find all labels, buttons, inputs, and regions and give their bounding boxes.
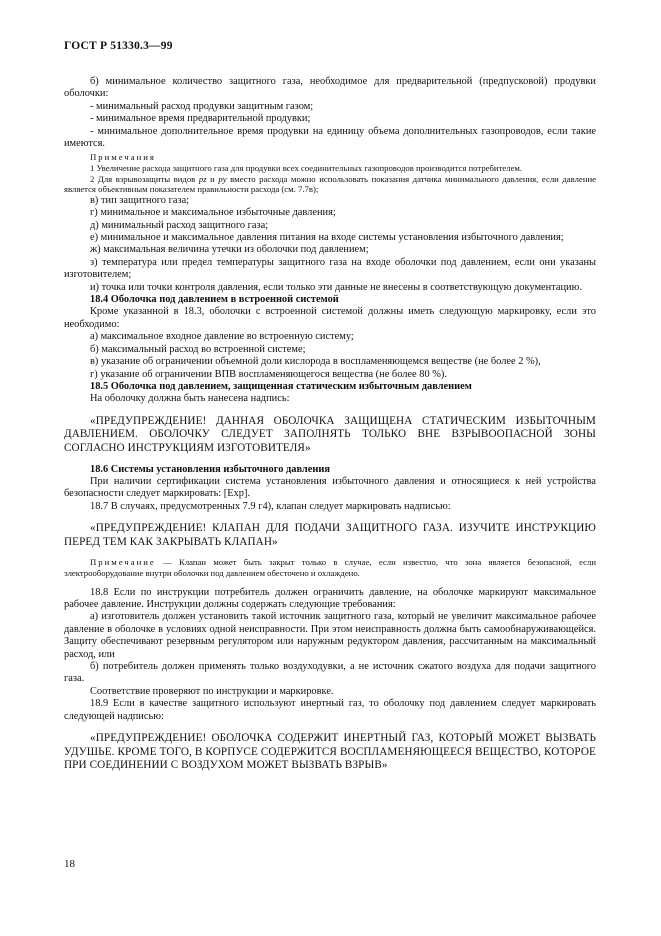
document-page xyxy=(64,40,596,781)
list-item-i: и) точка или точки контроля давления, если только эти данные не внесены в соответствующую документацию. xyxy=(90,281,582,293)
page-number: 18 xyxy=(64,858,75,870)
paragraph-b-intro: б) минимальное количество защитного газа, необходимое для предварительной (предпусковой) продувки оболочки: xyxy=(64,76,596,100)
notes-title: Примечания xyxy=(90,152,156,163)
section-18-4-item-g: г) указание об ограничении ВПВ воспламеняющегося вещества (не более 80 %). xyxy=(90,368,447,380)
note-2-part-c: вместо расхода можно использовать показания датчика минимального давления, если давление является объективным показателем правильности расхода (см. 7.7в); xyxy=(64,173,596,195)
list-item-zh: ж) максимальная величина утечки из оболочки под давлением; xyxy=(90,244,369,256)
note-1: 1 Увеличение расхода защитного газа для продувки всех соединительных газопроводов производится потребителем. xyxy=(90,163,523,174)
section-18-7-warning: «ПРЕДУПРЕЖДЕНИЕ! КЛАПАН ДЛЯ ПОДАЧИ ЗАЩИТНОГО ГАЗА. ИЗУЧИТЕ ИНСТРУКЦИЮ ПЕРЕД ТЕМ КАК ЗАКРЫВАТЬ КЛАПАН» xyxy=(64,522,596,548)
section-18-4-heading: 18.4 Оболочка под давлением в встроенной системой xyxy=(90,294,339,306)
note-3-title: Примечание xyxy=(90,557,156,568)
section-18-8-item-a: а) изготовитель должен установить такой источник защитного газа, который не увеличит максимальное рабочее давление в оболочке в условиях одной неисправности. При этом неисправность должна быть самообнаруживающейся. Защиту обеспечивают резервным регулятором или наружным редуктором давления, рассчитанным на максимальный расход, или xyxy=(64,611,596,660)
section-18-8-item-b: б) потребитель должен применять только воздуходувки, а не источник сжатого воздуха для подачи защитного газа. xyxy=(64,660,596,685)
section-18-4-text: Кроме указанной в 18.3, оболочки с встроенной системой должны иметь следующую маркировку, если это необходимо: xyxy=(64,306,596,330)
list-item-g: г) минимальное и максимальное избыточные давления; xyxy=(90,207,336,219)
section-18-4-item-v: в) указание об ограничении объемной доли кислорода в воспламеняющемся веществе (не более 2 %), xyxy=(90,356,541,368)
page-header: ГОСТ Р 51330.3—99 xyxy=(64,40,173,52)
section-18-9-warning: «ПРЕДУПРЕЖДЕНИЕ! ОБОЛОЧКА СОДЕРЖИТ ИНЕРТНЫЙ ГАЗ, КОТОРЫЙ МОЖЕТ ВЫЗВАТЬ УДУШЬЕ. КРОМЕ ТОГО, В КОРПУСЕ СОДЕРЖИТСЯ ВОСПЛАМЕНЯЮЩЕЕСЯ ВЕЩЕСТВО, КОТОРОЕ ПРИ СОЕДИНЕНИИ С ВОЗДУХОМ МОЖЕТ ВЫЗВАТЬ ВЗРЫВ» xyxy=(64,731,596,772)
list-item-e: е) минимальное и максимальное давления питания на входе системы установления избыточного давления; xyxy=(90,232,564,244)
list-item-d: д) минимальный расход защитного газа; xyxy=(90,219,269,231)
section-18-5-warning: «ПРЕДУПРЕЖДЕНИЕ! ДАННАЯ ОБОЛОЧКА ЗАЩИЩЕНА СТАТИЧЕСКИМ ИЗБЫТОЧНЫМ ДАВЛЕНИЕМ. ОБОЛОЧКУ СЛЕДУЕТ ЗАПОЛНЯТЬ ТОЛЬКО ВНЕ ВЗРЫВООПАСНОЙ ЗОНЫ СОГЛАСНО ИНСТРУКЦИЯМ ИЗГОТОВИТЕЛЯ» xyxy=(64,414,596,454)
list-item-z: з) температура или предел температуры защитного газа на входе оболочки под давлением, если они указаны изготовителем; xyxy=(64,256,596,281)
list-item-b-2: - минимальное время предварительной продувки; xyxy=(90,113,311,125)
note-2 xyxy=(64,174,596,195)
note-3 xyxy=(64,557,596,578)
note-2-py: py xyxy=(218,173,227,184)
section-18-8-check: Соответствие проверяют по инструкции и маркировке. xyxy=(90,685,334,697)
note-3-text: — Клапан может быть закрыт только в случае, если известно, что зона является безопасной, если электрооборудование внутри оболочки под давлением обесточено и охлаждено. xyxy=(64,557,596,578)
section-18-5-heading: 18.5 Оболочка под давлением, защищенная статическим избыточным давлением xyxy=(90,380,472,392)
section-18-9-text: 18.9 Если в качестве защитного используют инертный газ, то оболочку под давлением следует маркировать следующей надписью: xyxy=(64,698,596,722)
section-18-5-text: На оболочку должна быть нанесена надпись: xyxy=(90,393,290,405)
section-18-8-text: 18.8 Если по инструкции потребитель должен ограничить давление, на оболочке маркируют максимальное рабочее давление. Инструкции должны содержать следующие требования: xyxy=(64,586,596,610)
list-item-b-1: - минимальный расход продувки защитным газом; xyxy=(90,100,314,112)
note-2-pz: pz xyxy=(198,173,207,184)
section-18-7-text: 18.7 В случаях, предусмотренных 7.9 г4), клапан следует маркировать надписью: xyxy=(90,500,451,512)
section-18-6-heading: 18.6 Системы установления избыточного давления xyxy=(90,463,330,475)
section-18-6-text: При наличии сертификации система установления избыточного давления и относящиеся к ней устройства безопасности следует маркировать: [Exp]. xyxy=(64,475,596,500)
list-item-b-3: - минимальное дополнительное время продувки на единицу объема дополнительных газопроводов, если такие имеются. xyxy=(64,125,596,150)
section-18-4-item-a: а) максимальное входное давление во встроенную систему; xyxy=(90,331,354,343)
list-item-v: в) тип защитного газа; xyxy=(90,194,190,206)
note-2-part-b: и xyxy=(206,173,219,184)
note-2-part-a: 2 Для взрывозащиты видов xyxy=(90,173,199,184)
section-18-4-item-b: б) максимальный расход во встроенной системе; xyxy=(90,343,306,355)
